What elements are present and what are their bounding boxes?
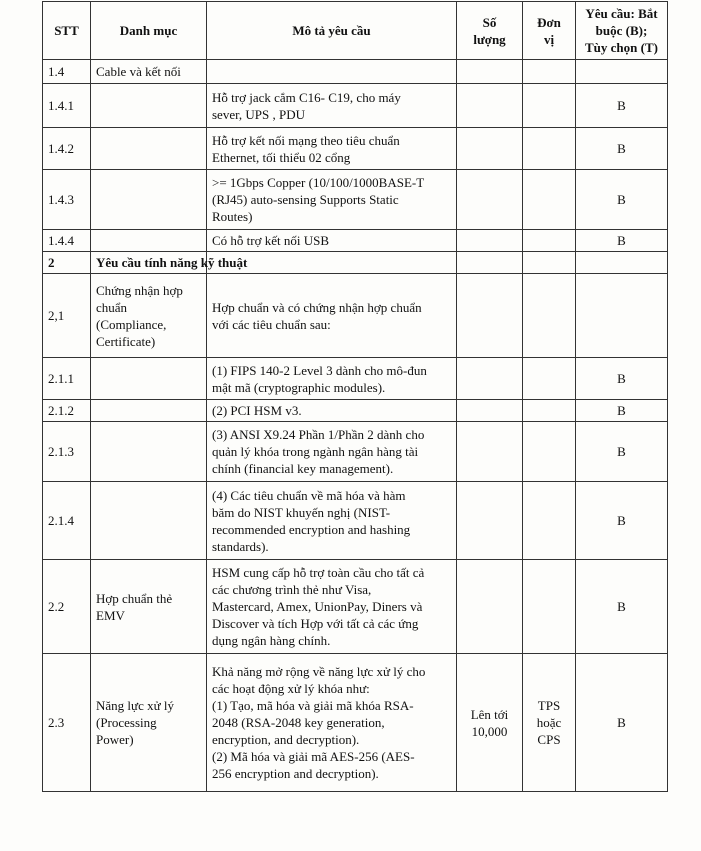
cell-requirement: B [576, 482, 668, 560]
cell-unit [523, 230, 576, 252]
table-row [43, 252, 668, 274]
cell-stt: 2.1.1 [43, 358, 91, 400]
cell-category [91, 84, 207, 128]
table-row [43, 60, 668, 84]
cell-description: >= 1Gbps Copper (10/100/1000BASE-T (RJ45) auto-sensing Supports Static Routes) [207, 170, 457, 230]
cell-unit: TPS hoặc CPS [523, 654, 576, 792]
table-row [43, 128, 668, 170]
cell-description: (3) ANSI X9.24 Phần 1/Phần 2 dành cho quản lý khóa trong ngành ngân hàng tài chính (financial key management). [207, 422, 457, 482]
cell-category [91, 230, 207, 252]
table-row [43, 84, 668, 128]
cell-quantity [457, 560, 523, 654]
cell-quantity: Lên tới 10,000 [457, 654, 523, 792]
cell-category [91, 170, 207, 230]
header-category: Danh mục [91, 2, 207, 60]
header-row [43, 2, 668, 60]
cell-stt: 1.4.3 [43, 170, 91, 230]
cell-stt: 2.1.3 [43, 422, 91, 482]
cell-stt: 1.4.2 [43, 128, 91, 170]
cell-quantity [457, 170, 523, 230]
header-description: Mô tả yêu cầu [207, 2, 457, 60]
cell-stt: 2 [43, 252, 91, 274]
cell-requirement: B [576, 400, 668, 422]
cell-unit [523, 482, 576, 560]
cell-quantity [457, 84, 523, 128]
cell-category: Chứng nhận hợp chuẩn (Compliance, Certificate) [91, 274, 207, 358]
cell-category [91, 400, 207, 422]
cell-requirement: B [576, 84, 668, 128]
table-row [43, 230, 668, 252]
cell-description: Có hỗ trợ kết nối USB [207, 230, 457, 252]
cell-description: Hỗ trợ kết nối mạng theo tiêu chuẩn Ethernet, tối thiểu 02 cổng [207, 128, 457, 170]
cell-unit [523, 128, 576, 170]
cell-unit [523, 60, 576, 84]
cell-quantity [457, 422, 523, 482]
table-row [43, 422, 668, 482]
cell-stt: 2.2 [43, 560, 91, 654]
table-row [43, 170, 668, 230]
cell-category: Cable và kết nối [91, 60, 207, 84]
cell-requirement [576, 274, 668, 358]
cell-description: HSM cung cấp hỗ trợ toàn cầu cho tất cả các chương trình thẻ như Visa, Mastercard, Amex, UnionPay, Diners và Discover và tích Hợp với tất cả các ứng dụng ngân hàng chính. [207, 560, 457, 654]
cell-requirement: B [576, 230, 668, 252]
cell-stt: 1.4.4 [43, 230, 91, 252]
cell-stt: 1.4 [43, 60, 91, 84]
cell-quantity [457, 60, 523, 84]
cell-requirement: B [576, 560, 668, 654]
cell-description [207, 60, 457, 84]
cell-unit [523, 560, 576, 654]
cell-stt: 1.4.1 [43, 84, 91, 128]
cell-requirement: B [576, 170, 668, 230]
cell-quantity [457, 358, 523, 400]
cell-unit [523, 358, 576, 400]
requirements-table [42, 1, 668, 792]
cell-requirement: B [576, 358, 668, 400]
table-row [43, 482, 668, 560]
header-unit: Đơn vị [523, 2, 576, 60]
cell-quantity [457, 400, 523, 422]
cell-category: Hợp chuẩn thẻ EMV [91, 560, 207, 654]
cell-requirement: B [576, 128, 668, 170]
cell-stt: 2.3 [43, 654, 91, 792]
cell-stt: 2,1 [43, 274, 91, 358]
cell-unit [523, 400, 576, 422]
header-stt: STT [43, 2, 91, 60]
header-requirement: Yêu cầu: Bắt buộc (B); Tùy chọn (T) [576, 2, 668, 60]
cell-category: Năng lực xử lý (Processing Power) [91, 654, 207, 792]
cell-category [91, 128, 207, 170]
header-quantity: Số lượng [457, 2, 523, 60]
cell-quantity [457, 482, 523, 560]
cell-description: (1) FIPS 140-2 Level 3 dành cho mô-đun mật mã (cryptographic modules). [207, 358, 457, 400]
cell-requirement: B [576, 654, 668, 792]
cell-unit [523, 274, 576, 358]
cell-stt: 2.1.4 [43, 482, 91, 560]
cell-unit [523, 170, 576, 230]
cell-description: Hỗ trợ jack cắm C16- C19, cho máy sever, UPS , PDU [207, 84, 457, 128]
cell-description: (4) Các tiêu chuẩn về mã hóa và hàm băm do NIST khuyến nghị (NIST- recommended encryption and hashing standards). [207, 482, 457, 560]
cell-unit [523, 252, 576, 274]
cell-category [91, 422, 207, 482]
table-row [43, 274, 668, 358]
table-row [43, 358, 668, 400]
cell-category [91, 358, 207, 400]
cell-unit [523, 422, 576, 482]
cell-description: (2) PCI HSM v3. [207, 400, 457, 422]
table-row [43, 654, 668, 792]
cell-quantity [457, 128, 523, 170]
cell-unit [523, 84, 576, 128]
cell-requirement: B [576, 422, 668, 482]
cell-category: Yêu cầu tính năng kỹ thuật [91, 252, 207, 274]
cell-requirement [576, 60, 668, 84]
cell-description: Khả năng mở rộng về năng lực xử lý cho các hoạt động xử lý khóa như: (1) Tạo, mã hóa và giải mã khóa RSA- 2048 (RSA-2048 key generation, encryption, and decryption). (2) Mã hóa và giải mã AES-256 (AES- 256 encryption and decryption). [207, 654, 457, 792]
table-row [43, 560, 668, 654]
cell-category [91, 482, 207, 560]
cell-quantity [457, 230, 523, 252]
table-row [43, 400, 668, 422]
cell-stt: 2.1.2 [43, 400, 91, 422]
cell-quantity [457, 274, 523, 358]
cell-requirement [576, 252, 668, 274]
cell-description: Hợp chuẩn và có chứng nhận hợp chuẩn với các tiêu chuẩn sau: [207, 274, 457, 358]
cell-quantity [457, 252, 523, 274]
